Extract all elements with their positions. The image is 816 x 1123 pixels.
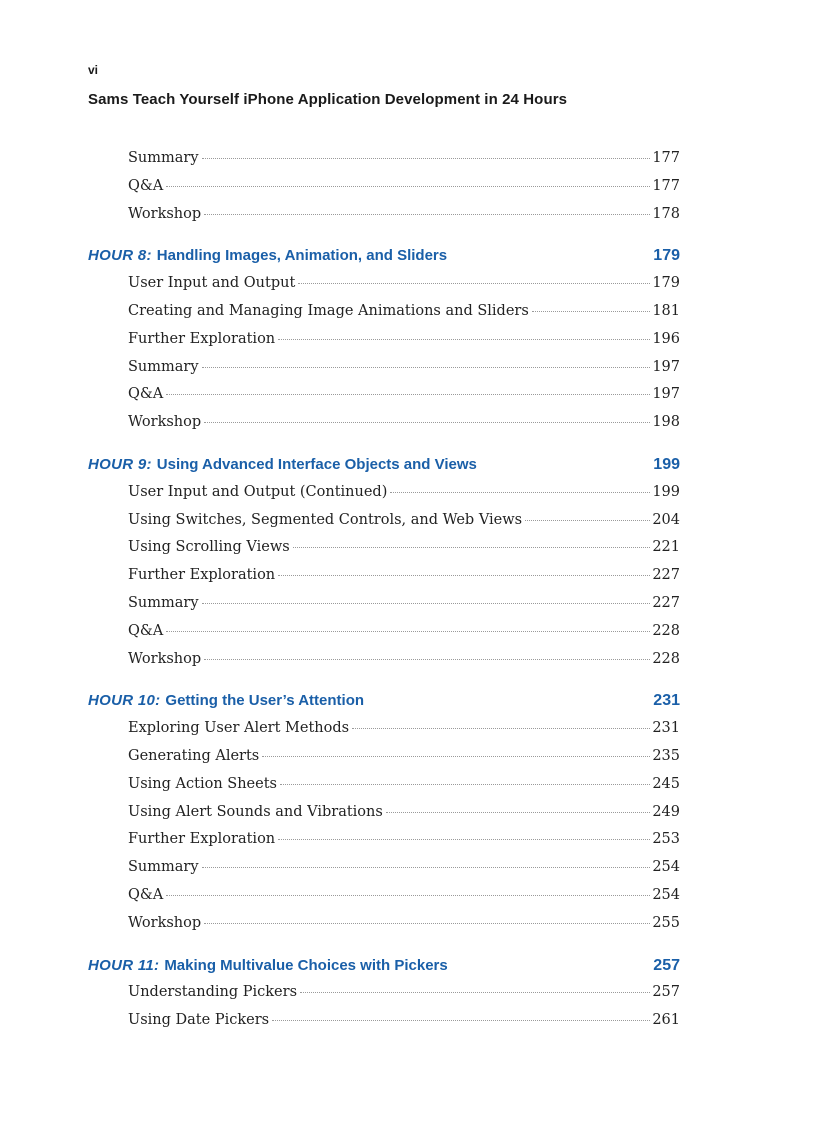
toc-entry-label: Workshop [128, 650, 202, 667]
toc-entry-page: 181 [652, 302, 680, 319]
toc-entry-page: 177 [652, 177, 680, 194]
dot-leader [166, 631, 650, 632]
dot-leader [204, 422, 650, 423]
toc-entry[interactable] [128, 386, 680, 414]
toc-entry-page: 257 [652, 984, 680, 1001]
toc-entry-label: Q&A [128, 386, 164, 403]
toc-entry-page: 204 [652, 511, 680, 528]
hour-number: HOUR 9: [88, 455, 152, 473]
toc-entry-label: Exploring User Alert Methods [128, 720, 350, 737]
dot-leader [204, 214, 650, 215]
toc-entry[interactable] [128, 567, 680, 595]
dot-leader [386, 812, 650, 813]
toc-entry[interactable] [128, 178, 680, 206]
dot-leader [300, 992, 650, 993]
toc-entry[interactable] [128, 331, 680, 359]
toc-entry[interactable] [128, 414, 680, 442]
toc-entry[interactable] [128, 984, 680, 1012]
toc-entry-page: 255 [652, 914, 680, 931]
hour-page: 231 [653, 692, 680, 710]
dot-leader [202, 867, 651, 868]
dot-leader [278, 575, 650, 576]
toc-entry-page: 227 [652, 567, 680, 584]
toc-entry-label: Q&A [128, 177, 164, 194]
toc-entry-label: Understanding Pickers [128, 984, 298, 1001]
toc-entry-page: 253 [652, 831, 680, 848]
toc-entry-label: Further Exploration [128, 567, 276, 584]
toc-entry[interactable] [128, 887, 680, 915]
dot-leader [166, 186, 650, 187]
toc-entry[interactable] [128, 539, 680, 567]
dot-leader [202, 158, 651, 159]
toc-entry[interactable] [128, 206, 680, 234]
toc-entry-page: 254 [652, 859, 680, 876]
toc-entry-page: 197 [652, 358, 680, 375]
dot-leader [166, 895, 650, 896]
hour-title: Handling Images, Animation, and Sliders [156, 247, 448, 265]
hour-number: HOUR 11: [88, 956, 160, 974]
toc-entry-page: 228 [652, 650, 680, 667]
toc-entry[interactable] [128, 512, 680, 540]
toc-entry-page: 197 [652, 386, 680, 403]
hour-heading-8[interactable] [88, 247, 680, 275]
toc-entry-page: 245 [652, 775, 680, 792]
dot-leader [278, 339, 650, 340]
hour-title: Getting the User’s Attention [165, 692, 365, 710]
toc-entry-label: Q&A [128, 622, 164, 639]
dot-leader [272, 1020, 650, 1021]
toc-entry[interactable] [128, 720, 680, 748]
hour-page: 257 [653, 956, 680, 974]
hour-number: HOUR 8: [88, 247, 152, 265]
dot-leader [298, 283, 650, 284]
toc-entry-label: User Input and Output [128, 275, 296, 292]
toc-entry-label: User Input and Output (Continued) [128, 483, 388, 500]
toc-entry-label: Using Action Sheets [128, 775, 277, 792]
hour-title: Using Advanced Interface Objects and Views [156, 455, 477, 473]
toc-entry-label: Q&A [128, 886, 164, 903]
toc-entry-label: Generating Alerts [128, 747, 260, 764]
toc-entry[interactable] [128, 623, 680, 651]
toc-entry[interactable] [128, 859, 680, 887]
hour-page: 199 [653, 455, 680, 473]
hour-title: Making Multivalue Choices with Pickers [164, 956, 448, 974]
toc-entry-label: Workshop [128, 205, 202, 222]
book-title: Sams Teach Yourself iPhone Application Development in 24 Hours [88, 91, 568, 108]
dot-leader [278, 839, 650, 840]
dot-leader [166, 394, 650, 395]
toc-entry[interactable] [128, 484, 680, 512]
toc-entry-page: 227 [652, 594, 680, 611]
toc-entry[interactable] [128, 275, 680, 303]
toc-entry-label: Summary [128, 358, 199, 375]
toc-entry-label: Further Exploration [128, 330, 276, 347]
toc-entry[interactable] [128, 595, 680, 623]
toc-entry[interactable] [128, 804, 680, 832]
hour-heading-10[interactable] [88, 692, 680, 720]
toc-entry[interactable] [128, 150, 680, 178]
dot-leader [532, 311, 651, 312]
toc-entry-page: 254 [652, 886, 680, 903]
toc-entry-page: 261 [652, 1012, 680, 1029]
hour-heading-11[interactable] [88, 957, 680, 985]
toc-entry-page: 249 [652, 803, 680, 820]
dot-leader [202, 603, 651, 604]
toc-entry-label: Workshop [128, 414, 202, 431]
toc-entry-page: 228 [652, 622, 680, 639]
toc-entry-page: 199 [652, 483, 680, 500]
toc-entry-page: 235 [652, 747, 680, 764]
toc-entry-page: 177 [652, 150, 680, 166]
toc-entry[interactable] [128, 651, 680, 679]
toc-entry-label: Creating and Managing Image Animations and Sliders [128, 302, 529, 319]
dot-leader [204, 923, 650, 924]
toc-entry-page: 231 [652, 720, 680, 737]
toc-entry-page: 178 [652, 205, 680, 222]
toc-entry[interactable] [128, 359, 680, 387]
dot-leader [204, 659, 650, 660]
table-of-contents [88, 150, 680, 1040]
toc-entry[interactable] [128, 303, 680, 331]
toc-entry-page: 221 [652, 539, 680, 556]
dot-leader [262, 756, 650, 757]
dot-leader [525, 520, 650, 521]
hour-heading-9[interactable] [88, 456, 680, 484]
page-number: vi [88, 63, 99, 77]
toc-entry-page: 179 [652, 275, 680, 292]
toc-entry-label: Summary [128, 859, 199, 876]
toc-entry-label: Summary [128, 594, 199, 611]
toc-entry[interactable] [128, 1012, 680, 1040]
toc-entry[interactable] [128, 915, 680, 943]
hour-number: HOUR 10: [88, 692, 161, 710]
dot-leader [293, 547, 651, 548]
toc-entry[interactable] [128, 748, 680, 776]
dot-leader [280, 784, 650, 785]
toc-entry-page: 198 [652, 414, 680, 431]
toc-entry-label: Workshop [128, 914, 202, 931]
toc-entry[interactable] [128, 831, 680, 859]
dot-leader [390, 492, 650, 493]
toc-entry-label: Using Switches, Segmented Controls, and Web Views [128, 511, 523, 528]
dot-leader [202, 367, 651, 368]
toc-entry[interactable] [128, 776, 680, 804]
toc-entry-label: Using Date Pickers [128, 1012, 270, 1029]
toc-entry-label: Using Scrolling Views [128, 539, 290, 556]
toc-entry-label: Summary [128, 150, 199, 166]
toc-entry-page: 196 [652, 330, 680, 347]
hour-page: 179 [653, 247, 680, 265]
dot-leader [352, 728, 650, 729]
toc-entry-label: Further Exploration [128, 831, 276, 848]
toc-entry-label: Using Alert Sounds and Vibrations [128, 803, 383, 820]
